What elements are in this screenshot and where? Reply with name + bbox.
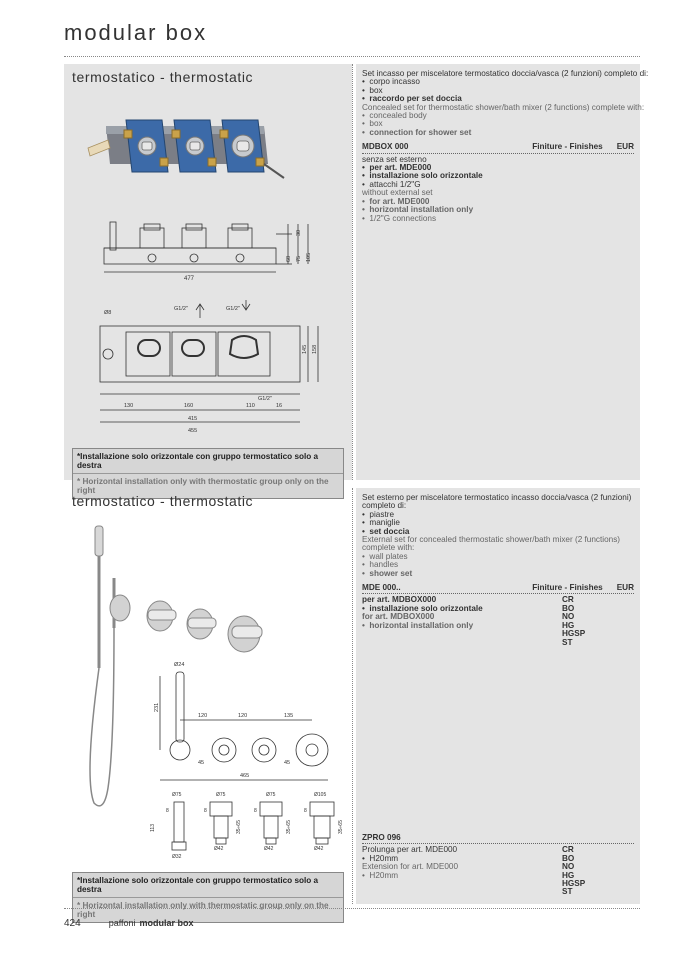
dim-range-c: 35÷65	[338, 820, 344, 834]
dim-range-b: 35÷65	[286, 820, 292, 834]
spec-en-1: • for art. MDE000	[362, 196, 430, 206]
dim-phi24: Ø24	[174, 662, 185, 668]
item-en-3: • connection for shower set	[362, 127, 472, 137]
item-en-1: • wall plates	[362, 551, 408, 561]
dim-30: 30	[296, 229, 302, 236]
brand-name: paffoni	[108, 918, 136, 928]
column-divider	[352, 488, 353, 904]
concealed-box-render	[64, 86, 352, 226]
plan-view-drawing	[64, 294, 352, 444]
spec-it-title: per art. MDBOX000	[362, 595, 437, 605]
dim-45-a: 45	[198, 760, 205, 766]
note-it: *Installazione solo orizzontale con gruppo termostatico solo a destra	[73, 449, 343, 474]
finish-code: ST	[562, 637, 573, 647]
finish-code: HGSP	[562, 879, 586, 889]
item-en-1: • concealed body	[362, 111, 427, 121]
spec-panel	[356, 64, 649, 480]
page-title: modular box	[64, 20, 208, 45]
finish-code: NO	[562, 862, 575, 872]
zpro-en-title: Extension for art. MDE000	[362, 862, 459, 872]
dim-phi75-c: Ø75	[266, 792, 276, 798]
finish-code: HG	[562, 620, 575, 630]
product-code-row	[362, 584, 634, 594]
spec-it-1: • per art. MDE000	[362, 163, 432, 173]
catalog-name: modular box	[139, 918, 194, 928]
dim-phi105: Ø105	[314, 792, 327, 798]
spec-en-3: • 1/2"G connections	[362, 213, 437, 223]
finish-code: HGSP	[562, 629, 586, 639]
dim-130: 130	[124, 403, 134, 409]
item-it-3: • raccordo per set doccia	[362, 94, 462, 104]
section-external-set	[64, 488, 640, 919]
finish-code: NO	[562, 612, 575, 622]
section-heading: termostatico - thermostatic	[72, 493, 254, 509]
bottom-divider	[64, 908, 640, 909]
extension-code-row	[362, 834, 634, 844]
dim-120-a: 120	[198, 713, 208, 719]
dim-158: 158	[312, 344, 318, 354]
top-divider	[64, 56, 640, 57]
drawing-panel	[64, 488, 352, 919]
item-it-2: • box	[362, 85, 383, 95]
product-code: MDBOX 000	[362, 142, 409, 152]
note-en: * Horizontal installation only with thermostatic group only on the right	[77, 901, 329, 919]
product-code: MDE 000..	[362, 583, 401, 593]
finish-code: CR	[562, 845, 574, 855]
dim-231: 231	[154, 702, 160, 712]
spec-en-1: • horizontal installation only	[362, 620, 474, 630]
zpro-it-title: Prolunga per art. MDE000	[362, 845, 458, 855]
dim-110: 110	[246, 403, 255, 409]
finish-code: HG	[562, 870, 575, 880]
dim-phi8: Ø8	[104, 310, 112, 316]
zpro-it-1: • H20mm	[362, 853, 399, 863]
external-front-drawing	[64, 656, 352, 786]
dim-phi42-c: Ø42	[314, 846, 324, 852]
extension-finish-codes	[562, 846, 585, 896]
dim-415: 415	[188, 416, 198, 422]
page-footer	[64, 918, 194, 929]
dim-8-c: 8	[254, 808, 257, 814]
item-it-1: • piastre	[362, 509, 394, 519]
page-number: 424	[64, 918, 81, 929]
zpro-en-1: • H20mm	[362, 870, 399, 880]
finish-code: BO	[562, 603, 575, 613]
finish-code: ST	[562, 887, 573, 897]
dim-105: 105	[306, 252, 312, 262]
dim-113: 113	[150, 824, 156, 832]
finish-codes	[562, 596, 585, 646]
section-concealed-set	[64, 64, 649, 495]
finishes-label: Finiture - Finishes	[532, 583, 603, 593]
note-en: * Horizontal installation only with thermostatic group only on the right	[77, 477, 329, 495]
spec-it-title: senza set esterno	[362, 154, 427, 164]
installation-note	[72, 872, 344, 923]
desc-en: External set for concealed thermostatic shower/bath mixer (2 functions) complete with:	[362, 535, 621, 553]
dim-phi75-a: Ø75	[172, 792, 182, 798]
finish-code: BO	[562, 853, 575, 863]
dim-160: 160	[184, 403, 194, 409]
dim-45-b: 45	[284, 760, 291, 766]
dim-g1-2-a: G1/2"	[174, 306, 188, 312]
drawing-panel	[64, 64, 352, 495]
spec-panel	[356, 488, 640, 904]
extension-code: ZPRO 096	[362, 833, 401, 842]
dim-g1-2-b: G1/2"	[226, 306, 240, 312]
dim-phi32: Ø32	[172, 854, 182, 858]
column-divider	[352, 64, 353, 480]
dim-g1-2-c: G1/2"	[258, 396, 272, 402]
finishes-label: Finiture - Finishes	[532, 142, 603, 152]
item-it-1: • corpo incasso	[362, 77, 420, 87]
finish-code: CR	[562, 595, 574, 605]
dim-145: 145	[302, 344, 308, 354]
dim-8-d: 8	[304, 808, 307, 814]
dim-477: 477	[184, 276, 195, 282]
dim-68: 68	[286, 255, 292, 262]
dim-120-b: 120	[238, 713, 248, 719]
dim-phi75-b: Ø75	[216, 792, 226, 798]
dim-phi42-a: Ø42	[214, 846, 224, 852]
dim-phi42-b: Ø42	[264, 846, 274, 852]
item-en-2: • box	[362, 119, 383, 129]
spec-en-title: for art. MDBOX000	[362, 612, 435, 622]
section-heading: termostatico - thermostatic	[72, 69, 254, 85]
dim-16: 16	[276, 403, 283, 409]
note-it: *Installazione solo orizzontale con gruppo termostatico solo a destra	[73, 873, 343, 898]
front-elevation-drawing	[64, 214, 352, 284]
product-code-row	[362, 143, 634, 153]
currency-label: EUR	[616, 142, 634, 152]
dim-135: 135	[284, 713, 294, 719]
item-en-3: • shower set	[362, 568, 413, 578]
item-it-2: • maniglie	[362, 518, 400, 528]
spec-it-2: • installazione solo orizzontale	[362, 171, 483, 181]
dim-75: 75	[296, 255, 302, 262]
desc-en: Concealed set for thermostatic shower/bath mixer (2 functions) complete with:	[362, 102, 645, 112]
spec-it-3: • attacchi 1/2"G	[362, 179, 421, 189]
dim-8-b: 8	[204, 808, 207, 814]
spec-finishes-block	[362, 596, 634, 646]
dim-8-a: 8	[166, 808, 169, 814]
dim-455: 455	[188, 428, 198, 434]
dim-465: 465	[240, 773, 250, 779]
side-profile-drawing	[64, 788, 352, 858]
spec-en-title: without external set	[362, 188, 433, 198]
item-it-3: • set doccia	[362, 526, 410, 536]
spec-en-2: • horizontal installation only	[362, 205, 474, 215]
item-en-2: • handles	[362, 560, 399, 570]
currency-label: EUR	[616, 583, 634, 593]
extension-block	[362, 834, 634, 897]
desc-it: Set esterno per miscelatore termostatico incasso doccia/vasca (2 funzioni) completo di:	[362, 493, 632, 511]
spec-it-1: • installazione solo orizzontale	[362, 603, 483, 613]
desc-it: Set incasso per miscelatore termostatico doccia/vasca (2 funzioni) completo di:	[362, 69, 649, 78]
dim-range-a: 35÷65	[236, 820, 242, 834]
